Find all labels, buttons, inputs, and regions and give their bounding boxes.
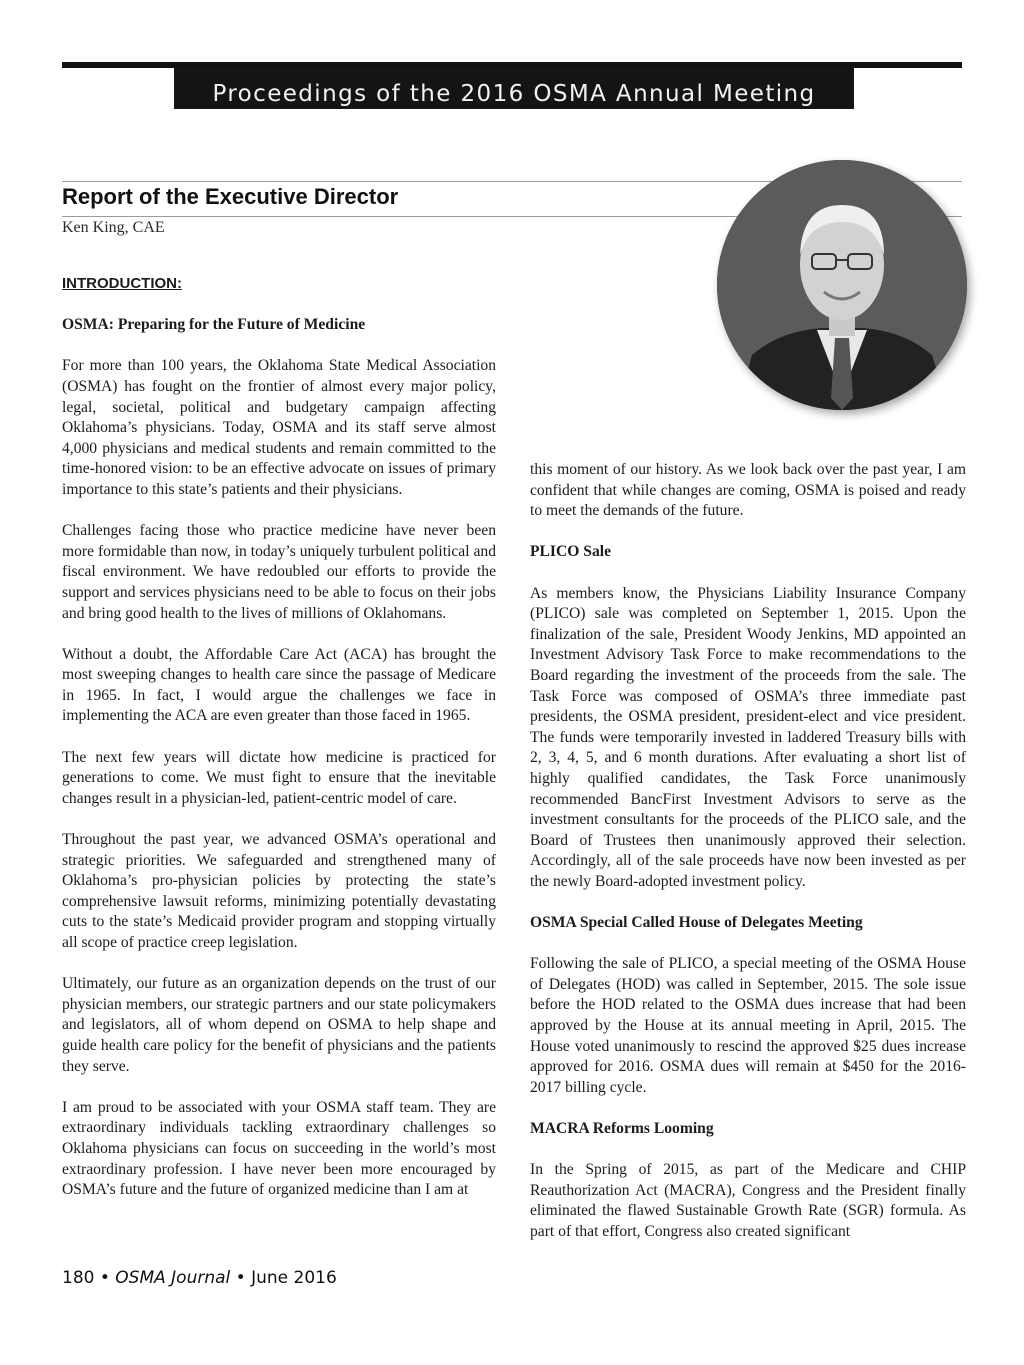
paragraph: Throughout the past year, we advanced OSMA’s operational and strategic priorities. We safeguarded and strengthened many of Oklahoma’s pro-physician policies by protecting the state’s comprehensive lawsuit reforms, minimizing potentially devastating cuts to the state’s Medicaid provider program and stopping virtually all scope of practice creep legislation.: [62, 831, 496, 951]
page-number: 180: [62, 1268, 95, 1288]
paragraph: In the Spring of 2015, as part of the Medicare and CHIP Reauthorization Act (MACRA), Congress and the President finally eliminated the flawed Sustainable Growth Rate (SGR) formula. As part of that effort, Congress also created significant: [530, 1161, 966, 1240]
paragraph: Without a doubt, the Affordable Care Act (ACA) has brought the most sweeping changes to health care since the passage of Medicare in 1965. In fact, I would argue the challenges we face in implementing the ACA are even greater than those faced in 1965.: [62, 645, 496, 725]
footer-separator: •: [230, 1268, 252, 1288]
paragraph: I am proud to be associated with your OSMA staff team. They are extraordinary individuals tackling extraordinary challenges so Oklahoma physicians can focus on succeeding in the world’s most extraordinary profession. I have never been more encouraged by OSMA’s future and the future of organized medicine than I am at: [62, 1098, 496, 1199]
journal-name: OSMA Journal: [115, 1268, 231, 1288]
running-header-banner: [174, 67, 854, 109]
banner-text: Proceedings of the 2016 OSMA Annual Meeting: [212, 81, 816, 107]
article-title: Report of the Executive Director: [62, 184, 399, 209]
issue-date: June 2016: [251, 1268, 337, 1288]
section-heading-macra: MACRA Reforms Looming: [530, 1120, 714, 1137]
page-footer: [62, 1268, 337, 1288]
paragraph-continuation: this moment of our history. As we look back over the past year, I am confident that while changes are coming, OSMA is poised and ready to meet the demands of the future.: [530, 461, 966, 520]
paragraph: The next few years will dictate how medicine is practiced for generations to come. We must fight to ensure that the inevitable changes result in a physician-led, patient-centric model of care.: [62, 748, 496, 807]
section-heading-hod-meeting: OSMA Special Called House of Delegates Meeting: [530, 914, 863, 932]
introduction-heading: INTRODUCTION:: [62, 275, 182, 292]
author-portrait: [717, 160, 967, 410]
paragraph: Following the sale of PLICO, a special meeting of the OSMA House of Delegates (HOD) was called in September, 2015. The sole issue before the HOD related to the OSMA dues increase that had been approved by the House at its annual meeting in April, 2015. The House voted unanimously to rescind the approved $25 dues increase approved for 2016. OSMA dues will remain at $450 for the 2016-2017 billing cycle.: [530, 955, 966, 1096]
left-column: [62, 274, 496, 1221]
article-author: Ken King, CAE: [62, 219, 165, 236]
section-heading-plico: PLICO Sale: [530, 543, 612, 561]
paragraph: Ultimately, our future as an organization depends on the trust of our physician members, our strategic partners and our state policymakers and legislators, all of whom depend on OSMA to help shape and guide health care policy for the benefit of physicians and the patients they serve.: [62, 975, 496, 1075]
portrait-illustration: [717, 160, 967, 410]
right-column: [530, 460, 966, 1263]
footer-separator: •: [94, 1268, 116, 1288]
paragraph: For more than 100 years, the Oklahoma State Medical Association (OSMA) has fought on the frontier of almost every major policy, legal, societal, political and budgetary campaign affecting Oklahoma’s physicians. Today, OSMA and its staff serve almost 4,000 physicians and medical students and remain committed to the time-honored vision: to be an effective advocate on issues of primary importance to this state’s patients and their physicians.: [62, 357, 496, 498]
paragraph: As members know, the Physicians Liability Insurance Company (PLICO) sale was completed on September 1, 2015. Upon the finalization of the sale, President Woody Jenkins, MD appointed an Investment Advisory Task Force to make recommendations to the Board regarding the investment of the proceeds from the sale. The Task Force was composed of OSMA’s three immediate past presidents, the OSMA president, president-elect and vice president. The funds were temporarily invested in laddered Treasury bills with 2, 3, 4, 5, and 6 month durations. After evaluating a short list of highly qualified candidates, the Task Force unanimously recommended BancFirst Investment Advisors to serve as the investment consultants for the proceeds of the PLICO sale, and the Board of Trustees then unanimously approved their selection. Accordingly, all of the sale proceeds have now been invested as per the newly Board-adopted investment policy.: [530, 584, 966, 890]
paragraph: Challenges facing those who practice medicine have never been more formidable than now, in today’s uniquely turbulent political and fiscal environment. We have redoubled our efforts to provide the support and services physicians need to be able to focus on their jobs and bring good health to the lives of millions of Oklahomans.: [62, 522, 496, 622]
section-subheading: OSMA: Preparing for the Future of Medicine: [62, 316, 366, 334]
